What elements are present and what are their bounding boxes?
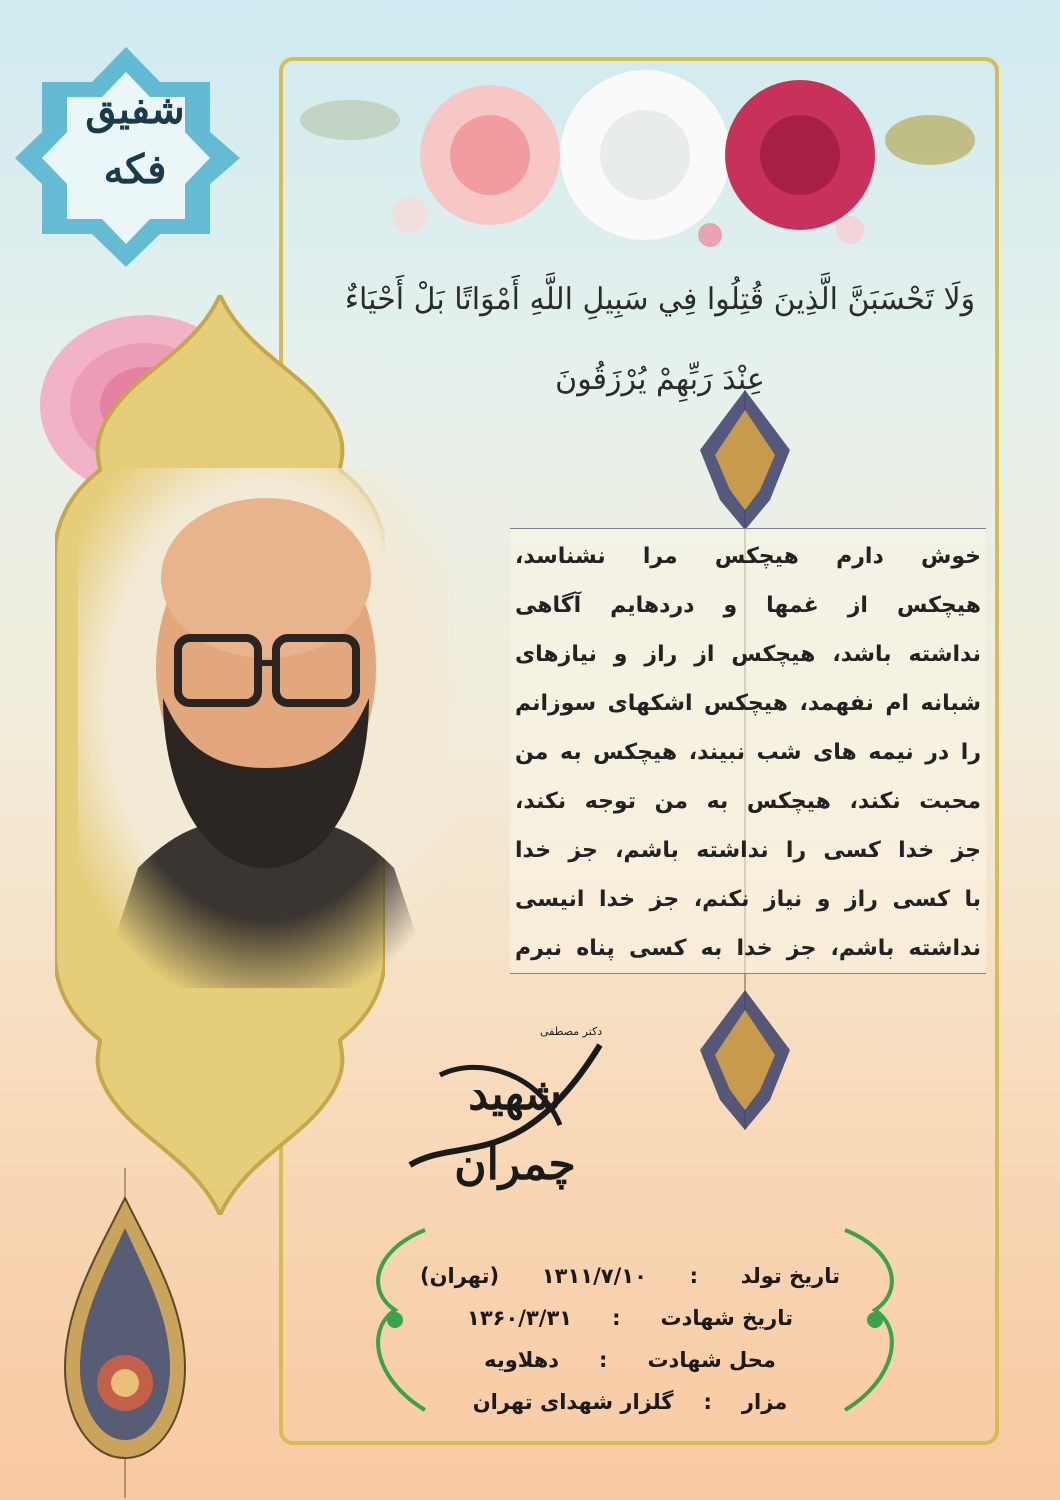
teardrop-ornament — [60, 1168, 190, 1498]
info-separator: : — [599, 1348, 608, 1372]
biography-info — [420, 1255, 840, 1423]
info-value: ۱۳۶۰/۳/۳۱ — [467, 1306, 573, 1330]
green-flourish-right — [835, 1220, 915, 1420]
quote-line: هیچکس از غمها و دردهایم آگاهی — [515, 593, 981, 618]
info-value: گلزار شهدای تهران — [472, 1390, 674, 1414]
portrait-photo — [78, 468, 454, 988]
quote-line: محبت نکند، هیچکس به من توجه نکند، — [515, 789, 981, 814]
info-separator: : — [612, 1306, 621, 1330]
info-row-birth — [420, 1255, 840, 1297]
info-row-martyrdom-place — [420, 1339, 840, 1381]
calligraphy-title: شهید چمران — [454, 1069, 576, 1190]
info-row-martyrdom-date — [420, 1297, 840, 1339]
quran-verse: وَلَا تَحْسَبَنَّ الَّذِينَ قُتِلُوا فِي سَبِيلِ اللَّهِ أَمْوَاتًا بَلْ أَحْيَاءٌ عِنْدَ رَبِّهِمْ يُرْزَقُونَ — [344, 282, 976, 397]
quote-line: شبانه ام نفهمد، هیچکس اشکهای سوزانم — [515, 691, 981, 716]
info-separator: : — [703, 1390, 712, 1414]
quote-line: را در نیمه های شب نبیند، هیچکس به من — [515, 740, 981, 765]
quote-line: نداشته باشد، هیچکس از راز و نیازهای — [515, 642, 981, 667]
info-label: مزار — [741, 1390, 788, 1414]
info-value: دهلاویه — [484, 1348, 560, 1372]
info-label: محل شهادت — [647, 1348, 776, 1372]
quote-line: جز خدا کسی را نداشته باشم، جز خدا — [515, 838, 981, 863]
quote-line: نداشته باشم، جز خدا به کسی پناه نبرم — [515, 936, 981, 961]
info-extra: (تهران) — [420, 1264, 500, 1288]
roses-decoration — [290, 60, 1000, 260]
info-label: تاریخ شهادت — [660, 1306, 793, 1330]
quote-line: با کسی راز و نیاز نکنم، جز خدا انیسی — [515, 887, 981, 912]
info-separator: : — [689, 1264, 699, 1288]
logo-text: شفیق فکه — [85, 86, 185, 193]
quote-text — [515, 532, 981, 973]
info-value: ۱۳۱۱/۷/۱۰ — [541, 1264, 647, 1288]
info-label: تاریخ تولد — [740, 1264, 840, 1288]
info-row-burial — [420, 1381, 840, 1423]
quote-line: خوش دارم هیچکس مرا نشناسد، — [515, 544, 981, 569]
calligraphy-subtitle: دکتر مصطفی — [540, 1025, 603, 1038]
